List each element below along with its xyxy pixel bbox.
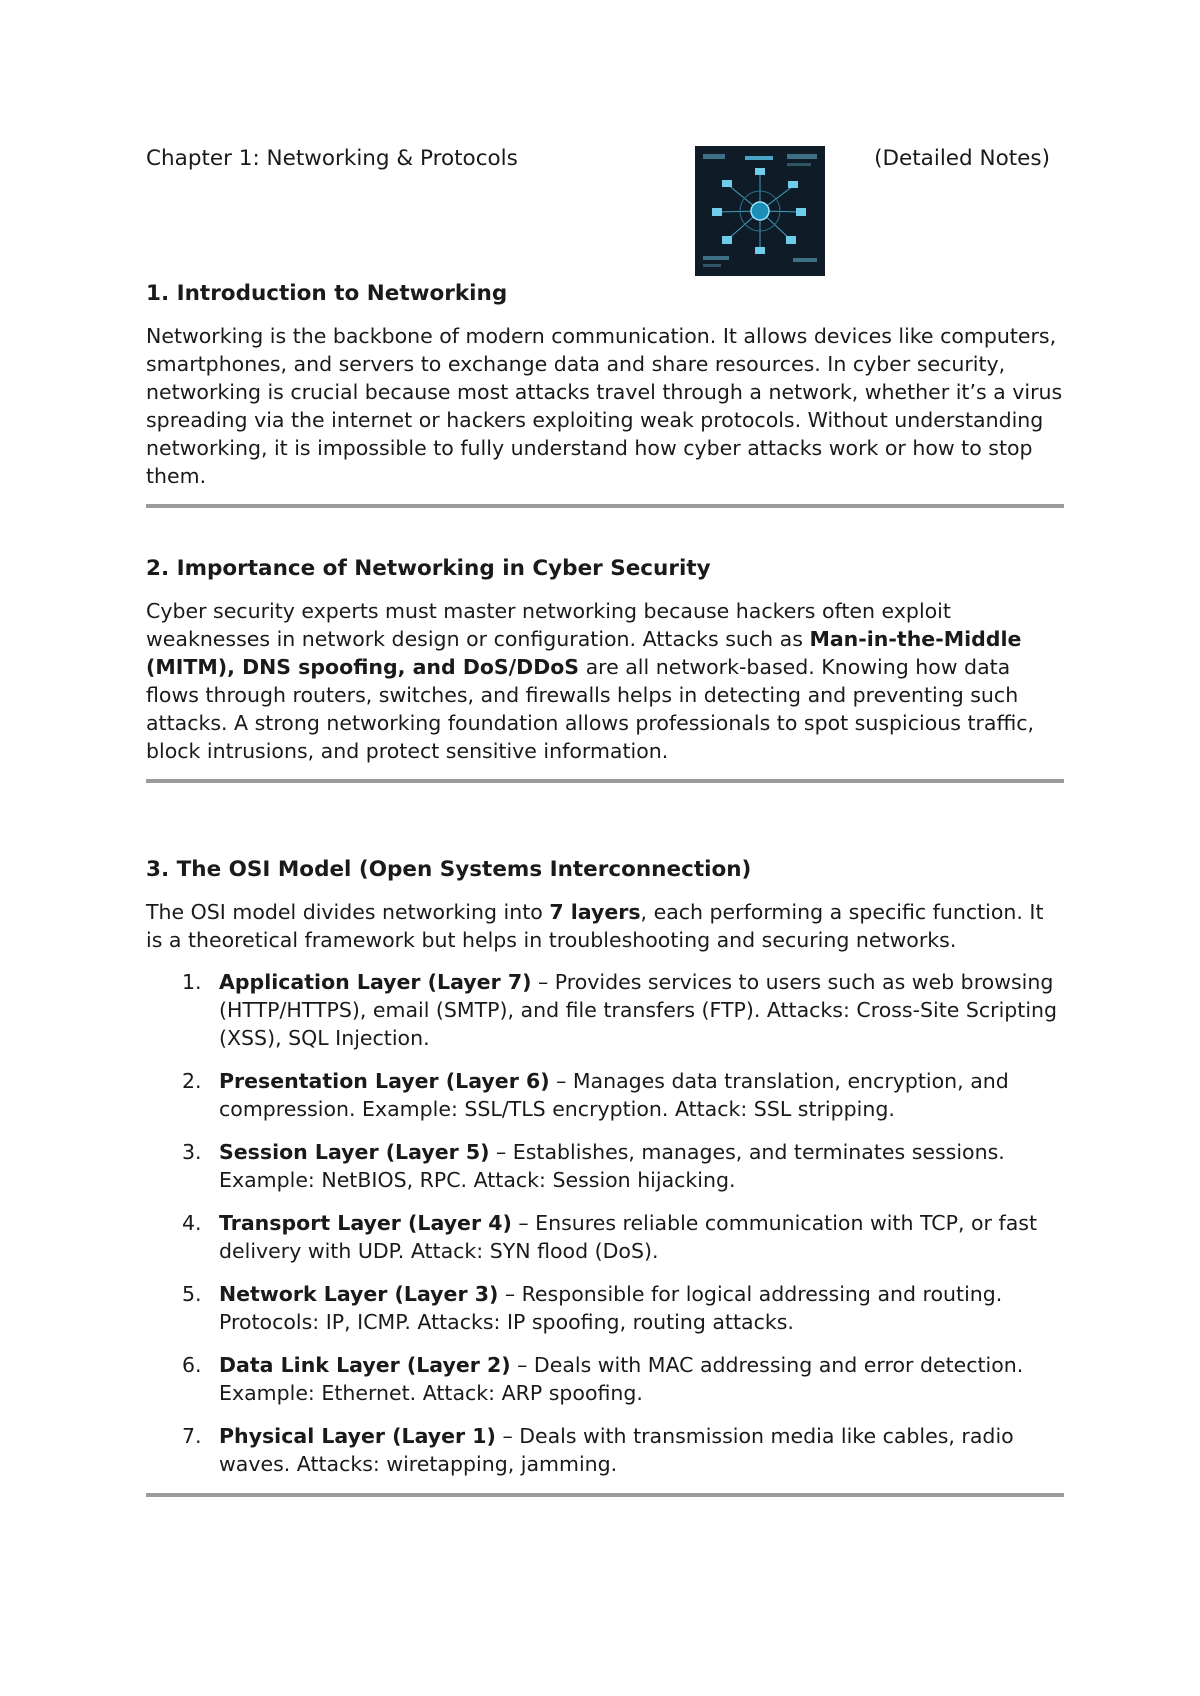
section-heading: 3. The OSI Model (Open Systems Interconnection) <box>146 857 752 882</box>
section-importance <box>146 555 1064 783</box>
network-diagram-image <box>695 146 825 276</box>
chapter-header <box>146 134 1064 274</box>
section-divider <box>146 504 1064 508</box>
chapter-title: Chapter 1: Networking & Protocols <box>146 146 518 171</box>
emphasis-attacks: Man-in-the-Middle (MITM), DNS spoofing, and DoS/DDoS <box>146 627 1022 679</box>
list-item: 6. Data Link Layer (Layer 2) – Deals with MAC addressing and error detection. Example: Ethernet. Attack: ARP spoofing. <box>182 1353 1024 1405</box>
section-divider <box>146 1493 1064 1497</box>
list-item: 4. Transport Layer (Layer 4) – Ensures reliable communication with TCP, or fast delivery with UDP. Attack: SYN flood (DoS). <box>182 1211 1037 1263</box>
section-heading: 1. Introduction to Networking <box>146 281 508 306</box>
section-osi-model <box>146 856 1064 1497</box>
list-item: 1. Application Layer (Layer 7) – Provides services to users such as web browsing (HTTP/HTTPS), email (SMTP), and file transfers (FTP). Attacks: Cross-Site Scripting (XSS), SQL Injection. <box>182 970 1058 1050</box>
section-divider <box>146 779 1064 783</box>
section-paragraph: The OSI model divides networking into 7 layers, each performing a specific function. It is a theoretical framework but helps in troubleshooting and securing networks. <box>146 900 1044 952</box>
section-heading: 2. Importance of Networking in Cyber Security <box>146 556 711 581</box>
list-item: 3. Session Layer (Layer 5) – Establishes, manages, and terminates sessions. Example: NetBIOS, RPC. Attack: Session hijacking. <box>182 1140 1005 1192</box>
network-diagram-icon <box>695 146 825 276</box>
section-introduction <box>146 280 1064 508</box>
osi-layer-list <box>146 968 1064 1478</box>
list-item: 2. Presentation Layer (Layer 6) – Manages data translation, encryption, and compression. Example: SSL/TLS encryption. Attack: SSL stripping. <box>182 1069 1009 1121</box>
list-item: 5. Network Layer (Layer 3) – Responsible for logical addressing and routing. Protocols: IP, ICMP. Attacks: IP spoofing, routing attacks. <box>182 1282 1003 1334</box>
emphasis-layers: 7 layers <box>549 900 641 924</box>
list-item: 7. Physical Layer (Layer 1) – Deals with transmission media like cables, radio waves. Attacks: wiretapping, jamming. <box>182 1424 1014 1476</box>
chapter-subtitle: (Detailed Notes) <box>874 146 1050 171</box>
section-paragraph: Networking is the backbone of modern communication. It allows devices like computers, smartphones, and servers to exchange data and share resources. In cyber security, networking is crucial because most attacks travel through a network, whether it’s a virus spreading via the internet or hackers exploiting weak protocols. Without understanding networking, it is impossible to fully understand how cyber attacks work or how to stop them. <box>146 324 1063 488</box>
section-paragraph: Cyber security experts must master networking because hackers often exploit weaknesses in network design or configuration. Attacks such as Man-in-the-Middle (MITM), DNS spoofing, and DoS/DDoS are all network-based. Knowing how data flows through routers, switches, and firewalls helps in detecting and preventing such attacks. A strong networking foundation allows professionals to spot suspicious traffic, block intrusions, and protect sensitive information. <box>146 599 1035 763</box>
